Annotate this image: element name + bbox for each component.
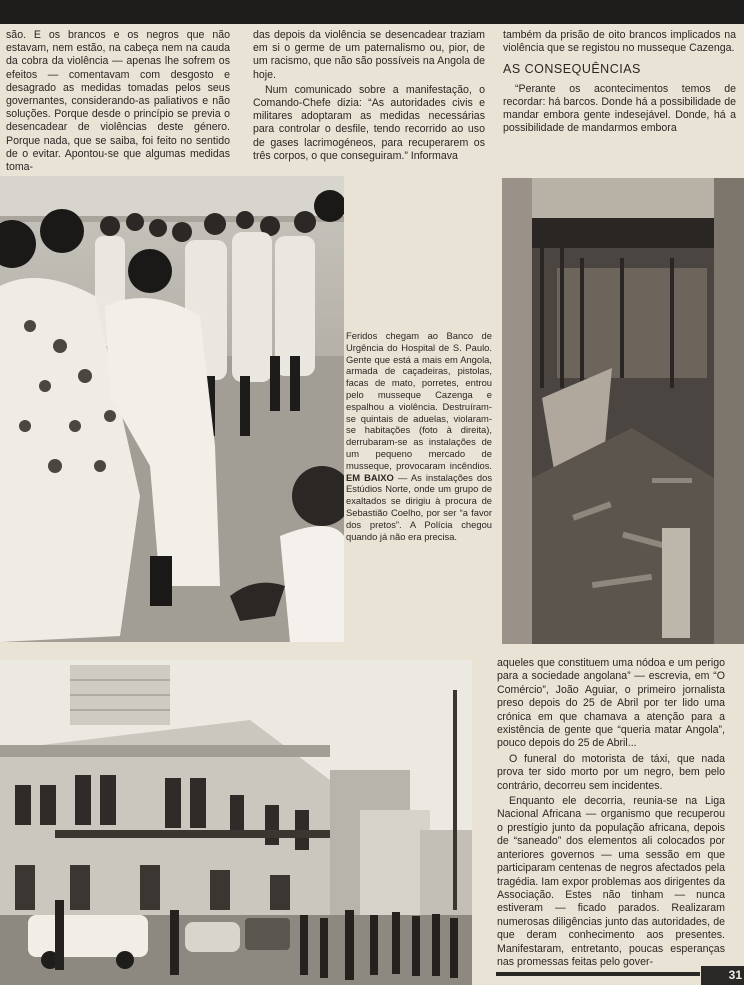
column4-paragraph: aqueles que constituem uma nódoa e um perigo para a sociedade angolana” — escrevia, em “O Comércio”, João Aguiar, o primeiro jornalista preso depois do 25 de Abril por ter lido uma crónica em que chamava a atenção para a existência de gente que “queria matar Angola”, pouco depois do 25 de Abril... xyxy=(497,657,725,750)
article-column-3 xyxy=(503,29,736,137)
photo-hospital-crowd xyxy=(0,176,344,642)
caption-lead: Feridos chegam ao Banco de Urgência do Hospital de S. Paulo. Gente que está a mais em Angola, armada de caçadeiras, pistolas, facas de mato, porretes, entrou pelo musseque Cazenga e espalhou a violência. Destruíram-se quintais de aduelas, violaram-se habitações (foto à direita), derrubaram-se as instalações de um pequeno mercado de musseque, provocaram incêndios. xyxy=(346,330,492,471)
caption-below-label: EM BAIXO xyxy=(346,471,394,483)
column3-paragraph: “Perante os acontecimentos temos de recordar: há barcos. Donde há a possibilidade de mandar embora gente indesejável. Donde, há a possibilidade de mandarmos embora xyxy=(503,82,736,135)
photo-estudios-norte-building xyxy=(0,660,472,985)
top-black-bar xyxy=(0,0,744,24)
footer-rule xyxy=(496,972,700,976)
column2-paragraph: Num comunicado sobre a manifestação, o Comando-Chefe dizia: “As autoridades civis e militares adoptaram as medidas necessárias para controlar o desfile, tendo recorrido ao uso de gases lacrimogéneos, para recuperarem os três corpos, o que conseguiram.” Informava xyxy=(253,83,485,162)
column2-paragraph: das depois da violência se desencadear traziam em si o germe de um paternalismo ou, pior, de um racismo, que não são possíveis na Angola de hoje. xyxy=(253,29,485,81)
column4-paragraph: O funeral do motorista de táxi, que nada prova ter sido morto por um negro, bem pelo contrário, decorreu sem incidentes. xyxy=(497,752,725,792)
article-column-2 xyxy=(253,29,485,165)
caption-below-text: — As instalações dos Estúdios Norte, onde um grupo de exaltados se dirigiu à procura de Sebastião Coelho, por ser “a favor dos pretos”. A Polícia chegou quando já não era precisa. xyxy=(346,471,493,542)
article-column-1 xyxy=(6,29,230,176)
column1-paragraph: são. E os brancos e os negros que não estavam, nem estão, na cabeça nem na cauda da cobra da violência — apenas lhe sofrem os efeitos — comentavam com desgosto e desagrado as medidas tomadas pelos seus governantes, considerando-as paliativos e não soluções. Porque desde o princípio se previa o desencadear de violências deste género. Porque nada, que se saiba, foi feito no sentido de o evitar. Apontou-se que algumas medidas toma- xyxy=(6,29,230,174)
column4-paragraph: Enquanto ele decorria, reunia-se na Liga Nacional Africana — organismo que recuperou o prestígio junto da população africana, depois de “saneado” dos elementos ali colocados por anteriores governos — uma sessão em que participaram centenas de negros afectados pela tragédia. Iam expor problemas aos dirigentes da Associação. Estes não tinham — nunca estiveram — ficado parados. Realizaram numerosas diligências junto das autoridades, de que deram conhecimento aos presentes. Manifestaram, entretanto, poucas esperanças nas promessas feitas pelo gover- xyxy=(497,795,725,968)
section-heading: AS CONSEQUÊNCIAS xyxy=(503,62,641,77)
article-column-4 xyxy=(497,657,725,971)
photo-destroyed-house xyxy=(502,178,744,644)
photo-caption xyxy=(346,330,492,542)
column3-intro: também da prisão de oito brancos implicados na violência que se registou no musseque Cazenga. xyxy=(503,29,736,55)
page-number: 31 xyxy=(701,966,744,985)
